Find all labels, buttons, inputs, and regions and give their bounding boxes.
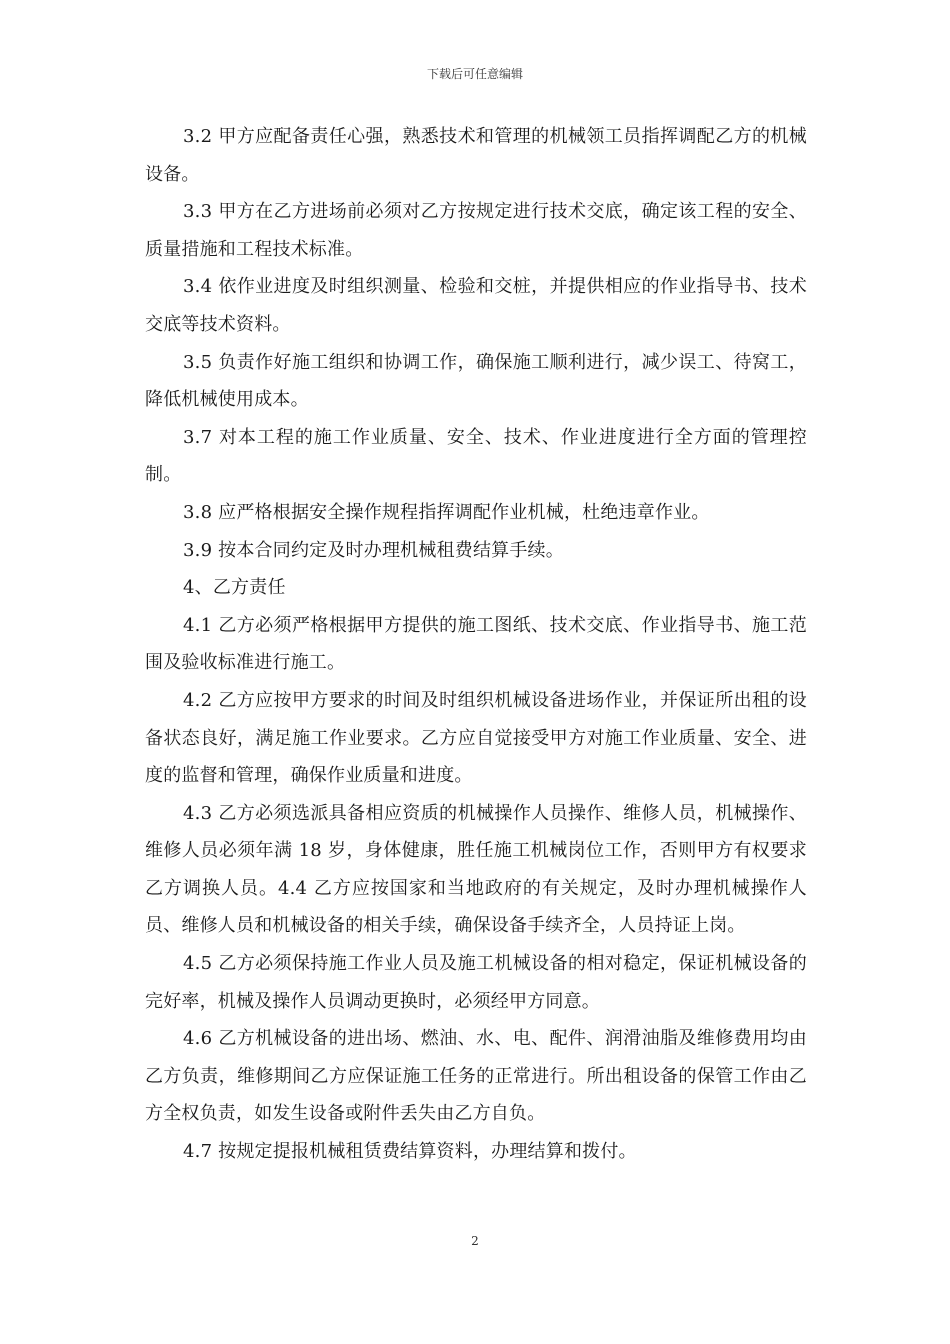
clause-4-7: 4.7 按规定提报机械租赁费结算资料，办理结算和拨付。: [183, 1141, 637, 1163]
page-number: 2: [471, 1234, 479, 1248]
clause-3-5: 3.5 负责作好施工组织和协调工作，确保施工顺利进行，减少误工、待窝工，降低机械使用成本。: [145, 351, 807, 411]
page-header-note: 下载后可任意编辑: [426, 67, 523, 81]
clause-4-1: 4.1 乙方必须严格根据甲方提供的施工图纸、技术交底、作业指导书、施工范围及验收标准进行施工。: [145, 614, 807, 674]
section-heading-4: 4、乙方责任: [183, 577, 286, 599]
clause-3-4: 3.4 依作业进度及时组织测量、检验和交桩，并提供相应的作业指导书、技术交底等技术资料。: [145, 276, 807, 335]
clause-3-8: 3.8 应严格根据安全操作规程指挥调配作业机械，杜绝违章作业。: [183, 501, 710, 523]
clause-3-9: 3.9 按本合同约定及时办理机械租费结算手续。: [183, 539, 564, 561]
clause-3-3: 3.3 甲方在乙方进场前必须对乙方按规定进行技术交底，确定该工程的安全、质量措施和工程技术标准。: [145, 201, 807, 260]
clause-3-7: 3.7 对本工程的施工作业质量、安全、技术、作业进度进行全方面的管理控制。: [145, 426, 807, 486]
clause-4-3: 4.3 乙方必须选派具备相应资质的机械操作人员操作、维修人员，机械操作、维修人员必须年满 18 岁，身体健康，胜任施工机械岗位工作，否则甲方有权要求乙方调换人员。4.4 乙方应按国家和当地政府的有关规定，及时办理机械操作人员、维修人员和机械设备的相关手续，确保设备手续齐全，人员持证上岗。: [145, 802, 807, 937]
clause-3-2: 3.2 甲方应配备责任心强，熟悉技术和管理的机械领工员指挥调配乙方的机械设备。: [145, 126, 807, 185]
clause-4-5: 4.5 乙方必须保持施工作业人员及施工机械设备的相对稳定，保证机械设备的完好率，机械及操作人员调动更换时，必须经甲方同意。: [145, 953, 807, 1012]
document-body: [145, 118, 807, 1171]
clause-4-6: 4.6 乙方机械设备的进出场、燃油、水、电、配件、润滑油脂及维修费用均由乙方负责，维修期间乙方应保证施工任务的正常进行。所出租设备的保管工作由乙方全权负责，如发生设备或附件丢失由乙方自负。: [145, 1028, 807, 1125]
clause-4-2: 4.2 乙方应按甲方要求的时间及时组织机械设备进场作业，并保证所出租的设备状态良好，满足施工作业要求。乙方应自觉接受甲方对施工作业质量、安全、进度的监督和管理，确保作业质量和进度。: [145, 689, 807, 787]
